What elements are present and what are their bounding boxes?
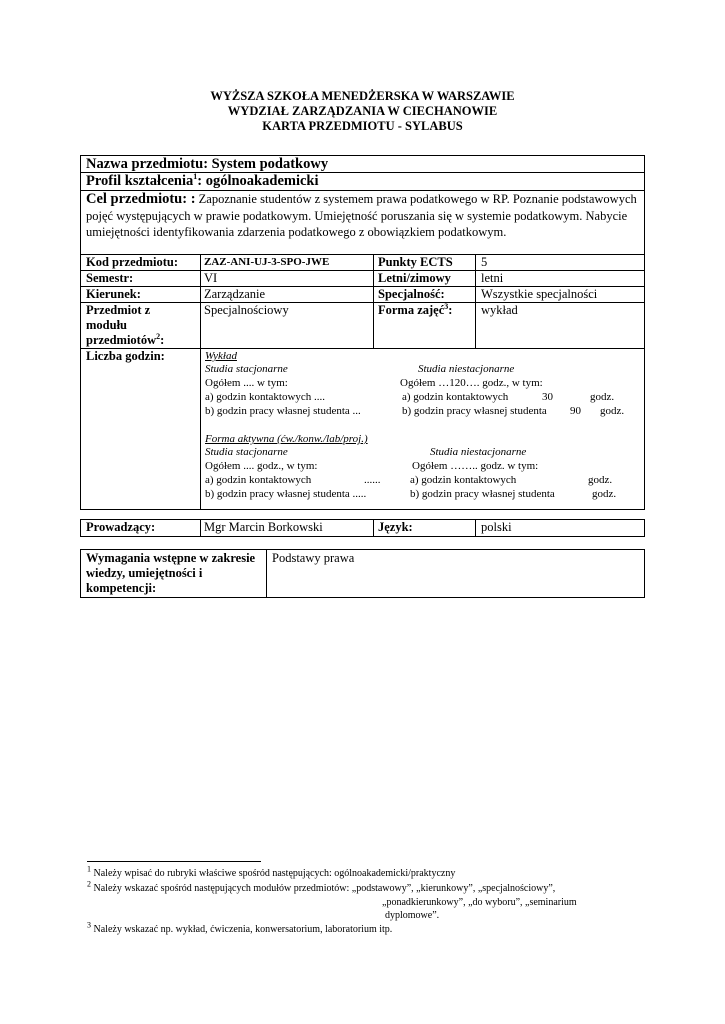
teacher-label: Prowadzący:: [86, 520, 156, 534]
course-goal: [86, 191, 640, 240]
footnote-3-number: 3: [87, 920, 91, 930]
col-divider: [200, 254, 201, 510]
lecture-n-total: Ogółem …120…. godz., w tym:: [400, 377, 543, 389]
teacher-value: Mgr Marcin Borkowski: [204, 520, 323, 534]
lecture-n-self-unit: godz.: [600, 405, 625, 417]
code-value: ZAZ-ANI-UJ-3-SPO-JWE: [204, 256, 330, 268]
lecture-s-contact: a) godzin kontaktowych ....: [205, 391, 326, 403]
footnote-1-text: Należy wpisać do rubryki właściwe spośród następujących: ogólnoakademicki/praktyczny: [93, 868, 456, 879]
active-s-total: Ogółem .... godz., w tym:: [205, 460, 318, 472]
season-value: letni: [481, 271, 504, 285]
active-n-self-unit: godz.: [592, 488, 617, 500]
header-line-2: WYDZIAŁ ZARZĄDZANIA W CIECHANOWIE: [227, 104, 498, 118]
module-label-3: [86, 333, 164, 348]
col-divider: [266, 549, 267, 598]
module-value: Specjalnościowy: [204, 303, 289, 317]
goal-label: Cel przedmiotu: :: [86, 191, 196, 207]
direction-value: Zarządzanie: [204, 287, 266, 301]
code-label: Kod przedmiotu:: [86, 255, 179, 269]
footnote-1-number: 1: [87, 864, 91, 874]
profile-value: : ogólnoakademicki: [197, 173, 319, 189]
active-s-contact-dots: ......: [364, 474, 381, 486]
active-s-self: b) godzin pracy własnej studenta .....: [205, 488, 367, 500]
col-divider: [475, 254, 476, 348]
form-label: [378, 303, 452, 318]
footnote-2-text: Należy wskazać spośród następujących modułów przedmiotów: „podstawowy”, „kierunkowy”, „specjalnościowy”,: [93, 883, 556, 894]
lecture-stacjonarne: Studia stacjonarne: [205, 363, 288, 375]
col-divider: [475, 519, 476, 537]
active-n-contact: a) godzin kontaktowych: [410, 474, 517, 486]
active-n-self: b) godzin pracy własnej studenta: [410, 488, 555, 500]
module-label-1: Przedmiot z: [86, 303, 151, 317]
form-label-colon: :: [448, 303, 453, 317]
footnote-ref-3: 3: [444, 301, 449, 311]
semester-value: VI: [204, 271, 218, 285]
specialty-label: Specjalność:: [378, 287, 445, 301]
course-name-label: Nazwa przedmiotu:: [86, 156, 209, 172]
module-label-colon: :: [160, 333, 165, 347]
requirements-label: Wymagania wstępne w zakresie wiedzy, umiejętności i kompetencji:: [86, 551, 256, 595]
ects-label: Punkty ECTS: [378, 255, 453, 269]
active-niestacjonarne: Studia niestacjonarne: [430, 446, 527, 458]
lecture-n-contact-unit: godz.: [590, 391, 615, 403]
course-profile: [86, 173, 319, 190]
specialty-value: Wszystkie specjalności: [481, 287, 598, 301]
active-s-contact: a) godzin kontaktowych: [205, 474, 312, 486]
footnote-2-continuation-2: dyplomowe”.: [385, 910, 440, 921]
active-n-contact-unit: godz.: [588, 474, 613, 486]
lecture-n-contact: a) godzin kontaktowych: [402, 391, 509, 403]
lecture-title: Wykład: [205, 350, 237, 362]
col-divider: [200, 519, 201, 537]
footnote-2-number: 2: [87, 879, 91, 889]
module-label-text: przedmiotów: [86, 333, 157, 347]
lecture-s-total: Ogółem .... w tym:: [205, 377, 288, 389]
course-name: [86, 156, 328, 173]
header-line-1: WYŻSZA SZKOŁA MENEDŻERSKA W WARSZAWIE: [210, 89, 515, 103]
footnote-3-text: Należy wskazać np. wykład, ćwiczenia, konwersatorium, laboratorium itp.: [93, 924, 393, 935]
col-divider: [373, 254, 374, 348]
footnote-2-continuation-1: „ponadkierunkowy”, „do wyboru”, „seminarium: [382, 897, 577, 908]
requirements-value: Podstawy prawa: [272, 551, 355, 565]
footnote-3: [87, 920, 393, 936]
profile-label: Profil kształcenia: [86, 173, 194, 189]
language-label: Język:: [378, 520, 413, 534]
footnote-separator: [87, 861, 261, 862]
form-value: wykład: [481, 303, 518, 317]
lecture-n-contact-value: 30: [542, 391, 553, 403]
lecture-n-self: b) godzin pracy własnej studenta: [402, 405, 547, 417]
header-line-3: KARTA PRZEDMIOTU - SYLABUS: [262, 119, 463, 133]
lecture-niestacjonarne: Studia niestacjonarne: [418, 363, 515, 375]
goal-text: Zapoznanie studentów z systemem prawa podatkowego w RP. Poznanie podstawowych pojęć występujących w prawie podatkowym. Umiejętność poruszania się w systemie podatkowym. Nabycie umiejętności identyfikowania zdarzenia podatkowego z obowiązkiem podatkowym.: [86, 192, 637, 239]
row-divider: [80, 270, 645, 271]
footnote-2: [87, 879, 556, 895]
hours-label: Liczba godzin:: [86, 349, 165, 363]
row-divider: [80, 302, 645, 303]
ects-value: 5: [481, 255, 488, 269]
direction-label: Kierunek:: [86, 287, 141, 301]
form-label-text: Forma zajęć: [378, 303, 445, 317]
footnote-1: [87, 864, 456, 880]
footnote-ref-1: 1: [193, 172, 198, 182]
language-value: polski: [481, 520, 512, 534]
teacher-table: [80, 519, 645, 537]
active-form-title: Forma aktywna (ćw./konw./lab/proj.): [205, 433, 368, 445]
semester-label: Semestr:: [86, 271, 134, 285]
lecture-n-self-value: 90: [570, 405, 581, 417]
course-name-value: System podatkowy: [211, 156, 329, 172]
col-divider: [373, 519, 374, 537]
module-label-2: modułu: [86, 318, 127, 332]
footnote-ref-2: 2: [156, 331, 161, 341]
lecture-s-self: b) godzin pracy własnej studenta ...: [205, 405, 361, 417]
active-stacjonarne: Studia stacjonarne: [205, 446, 288, 458]
active-n-total: Ogółem …….. godz. w tym:: [412, 460, 539, 472]
season-label: Letni/zimowy: [378, 271, 451, 285]
